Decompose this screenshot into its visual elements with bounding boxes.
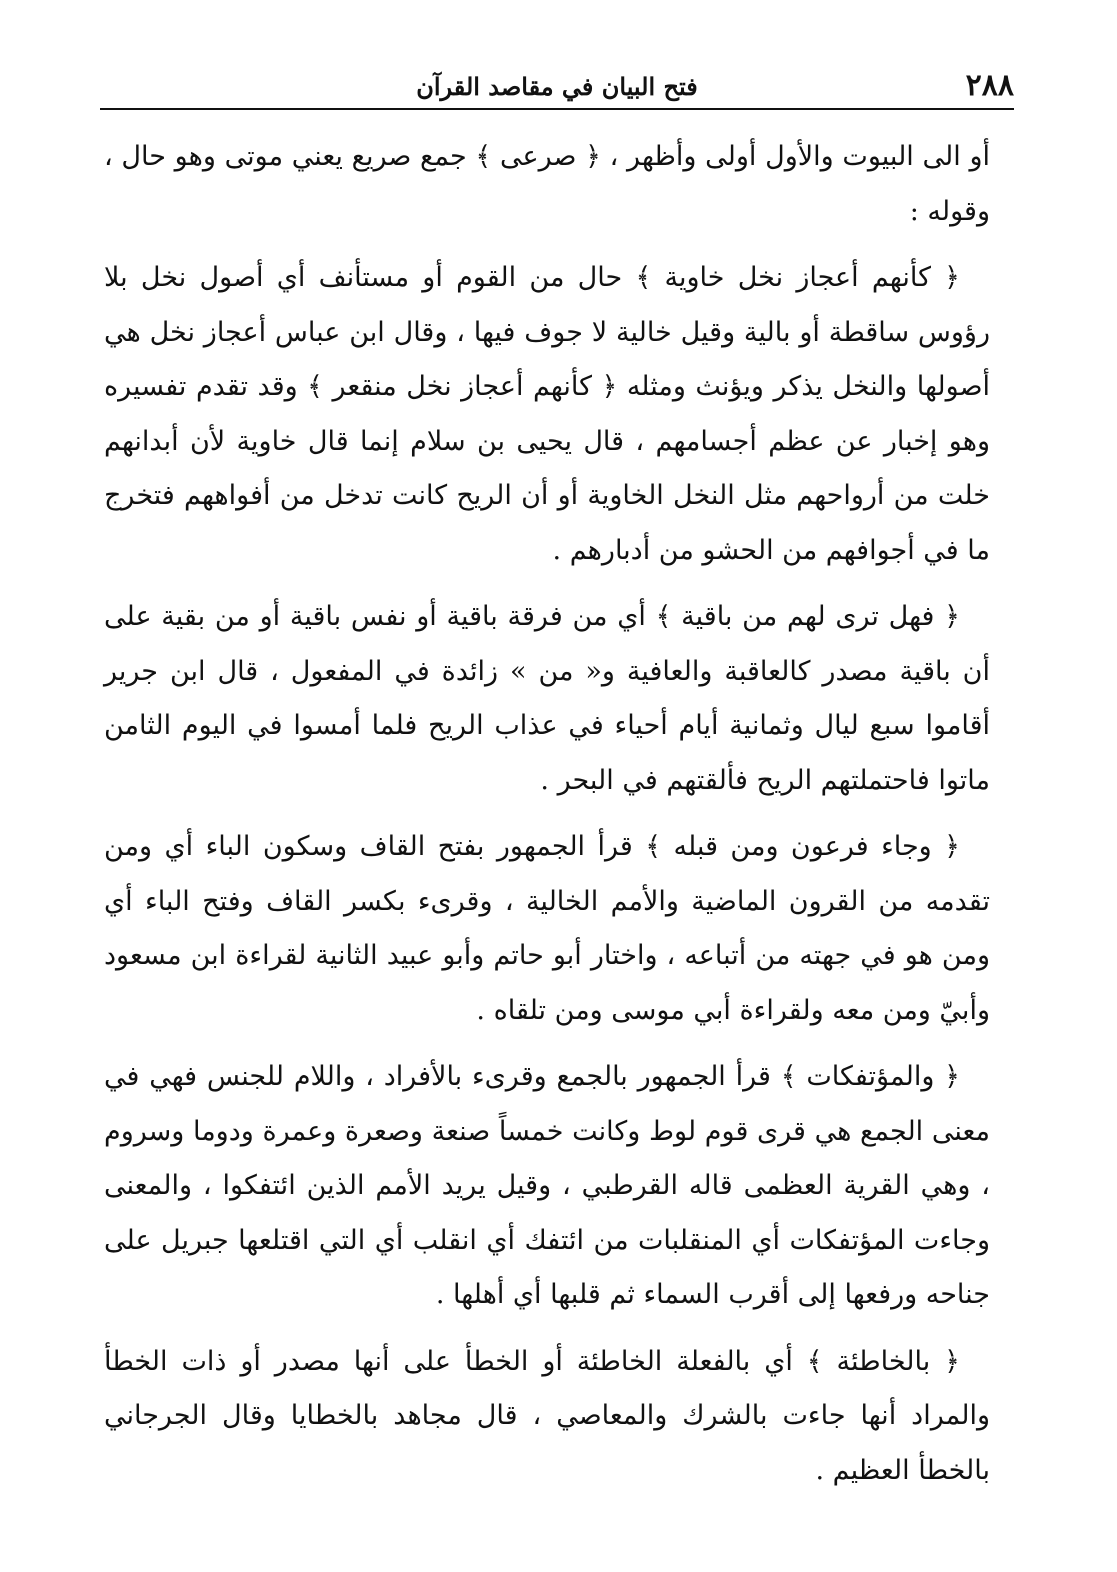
paragraph: ﴿ والمؤتفكات ﴾ قرأ الجمهور بالجمع وقرىء بالأفراد ، واللام للجنس فهي في معنى الجمع هي قرى قوم لوط وكانت خمساً صنعة وصعرة وعمرة ودوما وسروم ، وهي القرية العظمى قاله القرطبي ، وقيل يريد الأمم الذين ائتفكوا ، والمعنى وجاءت المؤتفكات أي المنقلبات من ائتفك أي انقلب أي التي اقتلعها جبريل على جناحه ورفعها إلى أقرب السماء ثم قلبها أي أهلها . [104,1061,990,1310]
paragraph: أو الى البيوت والأول أولى وأظهر ، ﴿ صرعى ﴾ جمع صريع يعني موتى وهو حال ، وقوله : [104,141,990,227]
paragraph: ﴿ وجاء فرعون ومن قبله ﴾ قرأ الجمهور بفتح القاف وسكون الباء أي ومن تقدمه من القرون الماضية والأمم الخالية ، وقرىء بكسر القاف وفتح الباء أي ومن هو في جهته من أتباعه ، واختار أبو حاتم وأبو عبيد الثانية لقراءة ابن مسعود وأبيّ ومن معه ولقراءة أبي موسى ومن تلقاه . [104,831,990,1026]
book-page [104,62,1014,1552]
paragraph: ﴿ كأنهم أعجاز نخل خاوية ﴾ حال من القوم أو مستأنف أي أصول نخل بلا رؤوس ساقطة أو بالية وقيل خالية لا جوف فيها ، وقال ابن عباس أعجاز نخل هي أصولها والنخل يذكر ويؤنث ومثله ﴿ كأنهم أعجاز نخل منقعر ﴾ وقد تقدم تفسيره وهو إخبار عن عظم أجسامهم ، قال يحيى بن سلام إنما قال خاوية لأن أبدانهم خلت من أرواحهم مثل النخل الخاوية أو أن الريح كانت تدخل من أفواههم فتخرج ما في أجوافهم من الحشو من أدبارهم . [104,262,990,566]
running-title: فتح البيان في مقاصد القرآن [416,72,698,101]
page-body [104,130,990,1498]
paragraph: ﴿ فهل ترى لهم من باقية ﴾ أي من فرقة باقية أو نفس باقية أو من بقية على أن باقية مصدر كالعاقبة والعافية و« من » زائدة في المفعول ، قال ابن جرير أقاموا سبع ليال وثمانية أيام أحياء في عذاب الريح فلما أمسوا في اليوم الثامن ماتوا فاحتملتهم الريح فألقتهم في البحر . [104,601,990,796]
page-header [100,62,1014,110]
page-number: ٢٨٨ [965,68,1014,103]
paragraph: ﴿ بالخاطئة ﴾ أي بالفعلة الخاطئة أو الخطأ على أنها مصدر أو ذات الخطأ والمراد أنها جاءت بالشرك والمعاصي ، قال مجاهد بالخطايا وقال الجرجاني بالخطأ العظيم . [104,1345,990,1486]
